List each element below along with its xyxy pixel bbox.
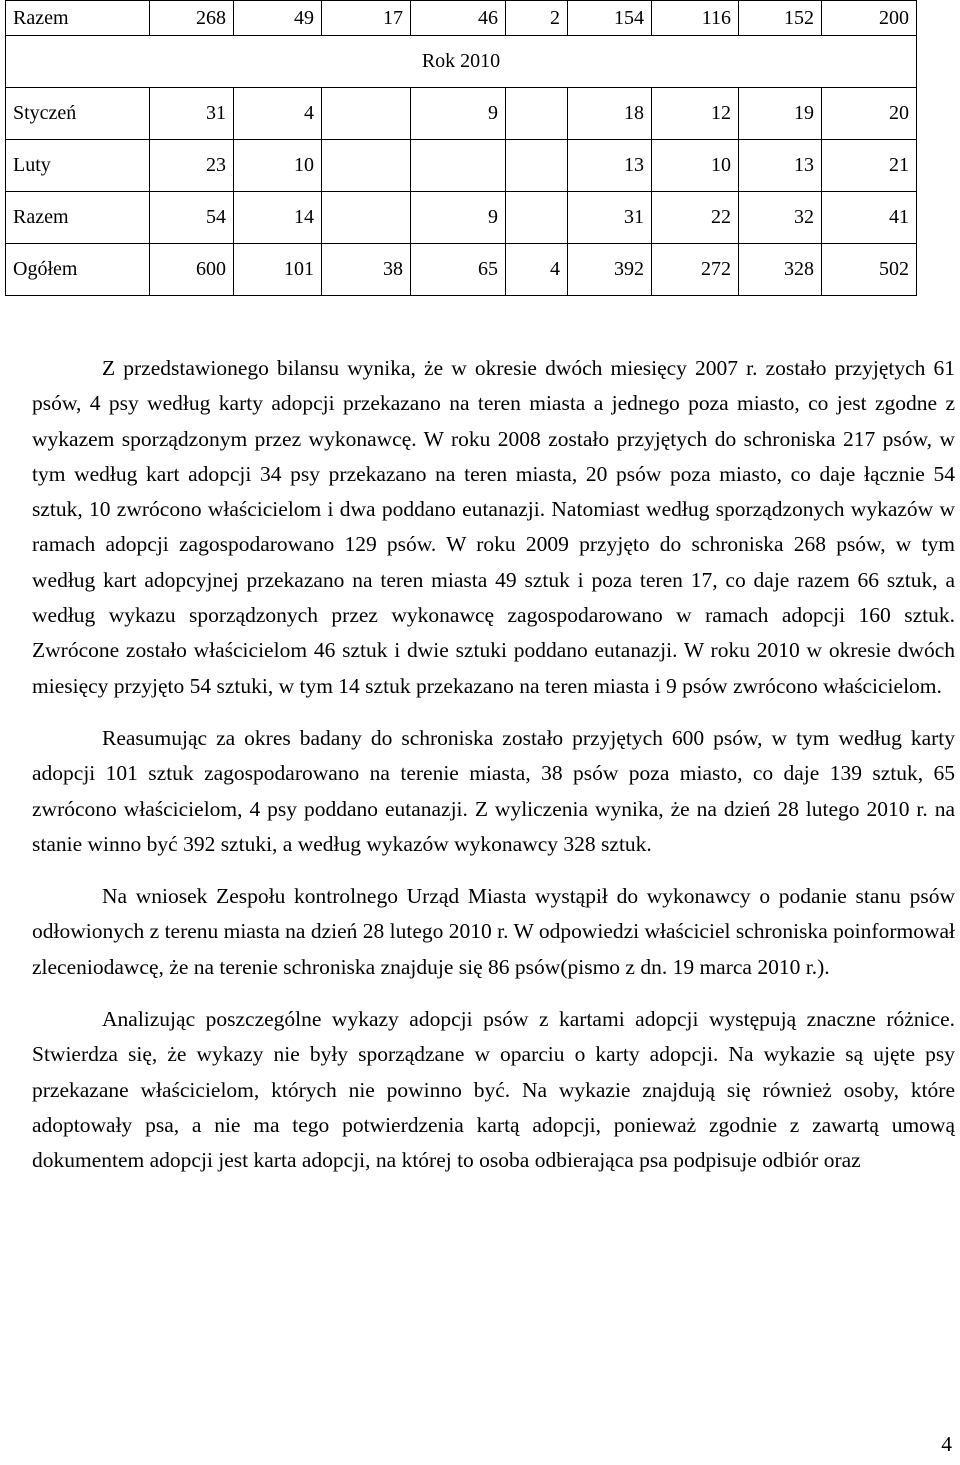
table-cell: 20 [822, 88, 917, 140]
table-cell: 4 [234, 88, 322, 140]
paragraph: Na wniosek Zespołu kontrolnego Urząd Miasta wystąpił do wykonawcy o podanie stanu psów odłowionych z terenu miasta na dzień 28 lutego 2010 r. W odpowiedzi właściciel schroniska poinformował zleceniodawcę, że na terenie schroniska znajduje się 86 psów(pismo z dn. 19 marca 2010 r.). [32, 884, 955, 979]
table-cell: 502 [822, 244, 917, 296]
body-text [32, 351, 955, 1196]
table-cell: 200 [822, 1, 917, 36]
row-label-cell: Ogółem [6, 244, 150, 296]
table-cell: 116 [652, 1, 739, 36]
page-number: 4 [941, 1432, 952, 1456]
table-cell [322, 192, 411, 244]
table-cell: 154 [568, 1, 652, 36]
table-cell: 54 [150, 192, 234, 244]
table-cell: 31 [568, 192, 652, 244]
paragraph: Reasumując za okres badany do schroniska zostało przyjętych 600 psów, w tym według karty adopcji 101 sztuk zagospodarowano na terenie miasta, 38 psów poza miasto, co daje 139 sztuk, 65 zwrócono właścicielom, 4 psy poddano eutanazji. Z wyliczenia wynika, że na dzień 28 lutego 2010 r. na stanie winno być 392 sztuki, a według wykazów wykonawcy 328 sztuk. [32, 725, 955, 856]
paragraph: Z przedstawionego bilansu wynika, że w okresie dwóch miesięcy 2007 r. zostało przyjętych 61 psów, 4 psy według karty adopcji przekazano na teren miasta a jednego poza miasto, co jest zgodne z wykazem sporządzonym przez wykonawcę. W roku 2008 zostało przyjętych do schroniska 217 psów, w tym według kart adopcji 34 psy przekazano na teren miasta, 20 psów poza miasto, co daje łącznie 54 sztuk, 10 zwrócono właścicielom i dwa poddano eutanazji. Natomiast według sporządzonych wykazów w ramach adopcji zagospodarowano 129 psów. W roku 2009 przyjęto do schroniska 268 psów, w tym według kart adopcyjnej przekazano na teren miasta 49 sztuk i poza teren 17, co daje razem 66 sztuk, a według wykazu sporządzonych przez wykonawcę zagospodarowano w ramach adopcji 160 sztuk. Zwrócone zostało właścicielom 46 sztuk i dwie sztuki poddano eutanazji. W roku 2010 w okresie dwóch miesięcy przyjęto 54 sztuki, w tym 14 sztuk przekazano na teren miasta i 9 psów zwrócono właścicielom. [32, 356, 955, 698]
table-row [6, 1, 917, 36]
table-cell: 101 [234, 244, 322, 296]
table-cell: 4 [506, 244, 568, 296]
table-cell: 17 [322, 1, 411, 36]
table-cell: 23 [150, 140, 234, 192]
table-cell: 13 [739, 140, 822, 192]
table-cell: 268 [150, 1, 234, 36]
statistics-table-body [6, 1, 917, 296]
table-row [6, 192, 917, 244]
table-cell: 152 [739, 1, 822, 36]
row-label-cell: Razem [6, 1, 150, 36]
row-label-cell: Styczeń [6, 88, 150, 140]
table-cell: 31 [150, 88, 234, 140]
year-row [6, 36, 917, 88]
table-cell: 328 [739, 244, 822, 296]
table-cell: 2 [506, 1, 568, 36]
paragraph: Analizując poszczególne wykazy adopcji psów z kartami adopcji występują znaczne różnice. Stwierdza się, że wykazy nie były sporządzane w oparciu o karty adopcji. Na wykazie są ujęte psy przekazane właścicielom, których nie powinno być. Na wykazie znajdują się również osoby, które adoptowały psa, a nie ma tego potwierdzenia kartą adopcji, ponieważ zgodnie z zawartą umową dokumentem adopcji jest karta adopcji, na której to osoba odbierająca psa podpisuje odbiór oraz [32, 1007, 955, 1173]
table-cell: 14 [234, 192, 322, 244]
table-cell: 38 [322, 244, 411, 296]
table-cell: 12 [652, 88, 739, 140]
table-cell: 22 [652, 192, 739, 244]
table-cell [322, 88, 411, 140]
table-cell: 46 [411, 1, 506, 36]
table-cell: 272 [652, 244, 739, 296]
table-cell: 392 [568, 244, 652, 296]
year-label: Rok 2010 [6, 36, 917, 88]
table-cell: 32 [739, 192, 822, 244]
table-cell: 10 [652, 140, 739, 192]
table-cell: 13 [568, 140, 652, 192]
row-label-cell: Luty [6, 140, 150, 192]
table-cell: 21 [822, 140, 917, 192]
table-cell [506, 192, 568, 244]
row-label-cell: Razem [6, 192, 150, 244]
statistics-table [5, 0, 917, 296]
table-cell [411, 140, 506, 192]
table-cell: 600 [150, 244, 234, 296]
table-cell [506, 140, 568, 192]
table-cell: 18 [568, 88, 652, 140]
table-cell: 10 [234, 140, 322, 192]
table-cell [506, 88, 568, 140]
table-row [6, 244, 917, 296]
table-cell: 49 [234, 1, 322, 36]
table-cell: 9 [411, 192, 506, 244]
table-cell: 65 [411, 244, 506, 296]
table-cell: 19 [739, 88, 822, 140]
table-row [6, 88, 917, 140]
table-cell: 9 [411, 88, 506, 140]
table-cell: 41 [822, 192, 917, 244]
table-cell [322, 140, 411, 192]
table-row [6, 140, 917, 192]
